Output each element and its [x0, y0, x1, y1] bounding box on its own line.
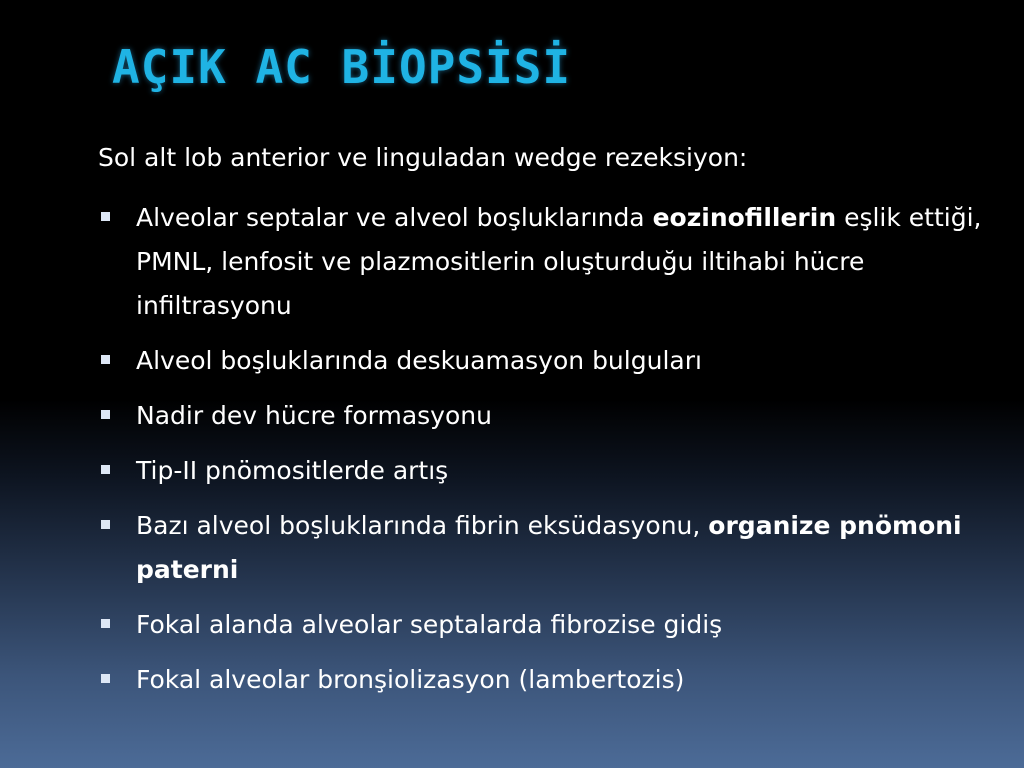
bullet-bold-text: organize pnömoni paterni — [136, 511, 962, 584]
list-item — [98, 339, 1008, 383]
list-item — [98, 603, 1008, 647]
bullet-text: Alveol boşluklarında deskuamasyon bulguları — [136, 346, 702, 375]
bullet-bold-text: eozinofillerin — [652, 203, 837, 232]
slide-title: AÇIK AC BİOPSİSİ — [112, 40, 572, 94]
list-item — [98, 658, 1008, 702]
square-bullet-icon — [101, 619, 110, 628]
square-bullet-icon — [101, 355, 110, 364]
intro-text: Sol alt lob anterior ve linguladan wedge rezeksiyon: — [98, 143, 748, 172]
bullet-text: Nadir dev hücre formasyonu — [136, 401, 492, 430]
bullet-text: Alveolar septalar ve alveol boşluklarında — [136, 203, 653, 232]
list-item — [98, 504, 1008, 592]
bullet-list — [98, 196, 1008, 713]
bullet-text: Fokal alanda alveolar septalarda fibrozise gidiş — [136, 610, 723, 639]
square-bullet-icon — [101, 212, 110, 221]
square-bullet-icon — [101, 520, 110, 529]
square-bullet-icon — [101, 674, 110, 683]
list-item — [98, 394, 1008, 438]
bullet-text-continued: eşlik ettiği, PMNL, lenfosit ve plazmositlerin oluşturduğu iltihabi hücre infiltrasyonu — [136, 203, 982, 320]
list-item — [98, 449, 1008, 493]
bullet-text: Fokal alveolar bronşiolizasyon (lambertozis) — [136, 665, 685, 694]
square-bullet-icon — [101, 410, 110, 419]
list-item — [98, 196, 1008, 328]
bullet-text: Tip-II pnömositlerde artış — [136, 456, 449, 485]
bullet-text: Bazı alveol boşluklarında fibrin eksüdasyonu, — [136, 511, 709, 540]
square-bullet-icon — [101, 465, 110, 474]
